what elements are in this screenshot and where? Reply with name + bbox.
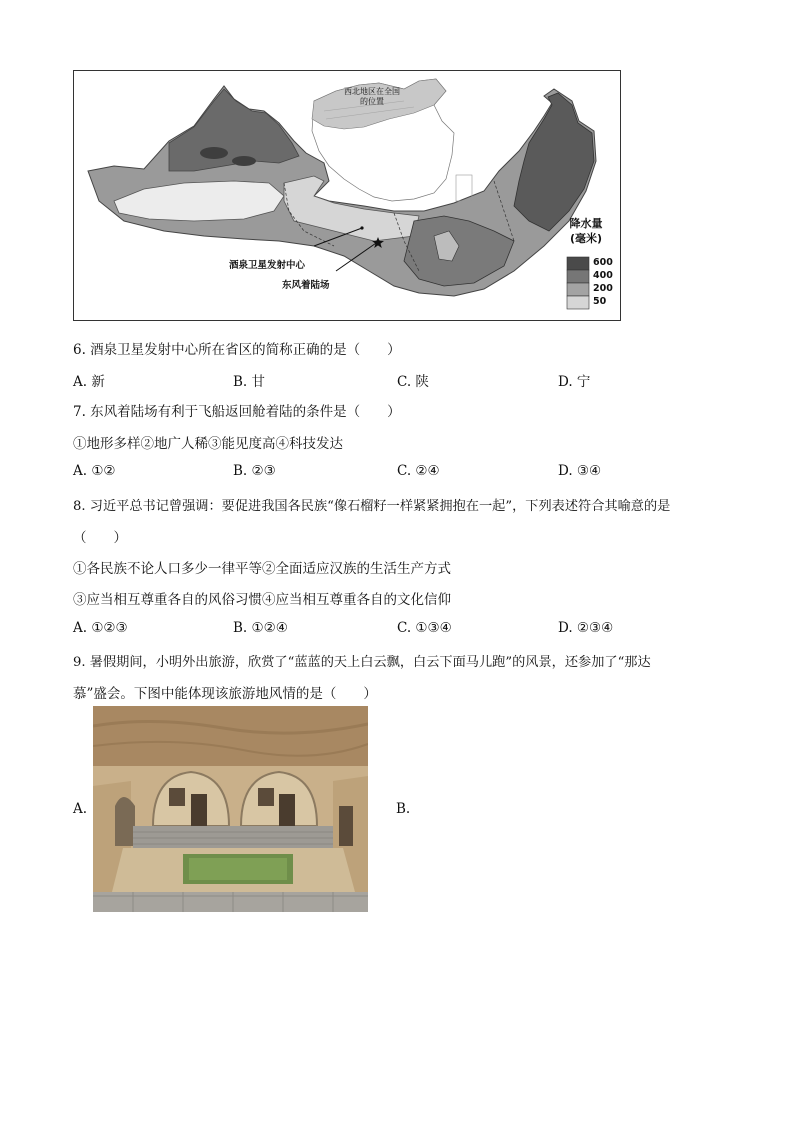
question-6-stem: 6. 酒泉卫星发射中心所在省区的简称正确的是（ ） <box>73 342 401 358</box>
q6-option-b: B. 甘 <box>233 374 266 390</box>
legend-unit: (毫米) <box>569 232 603 245</box>
legend-value: 50 <box>593 296 607 307</box>
q6-option-a: A. 新 <box>73 374 105 390</box>
northwest-china-map <box>74 71 620 320</box>
map-region-east-dark <box>514 93 594 231</box>
question-8-statement2: ③应当相互尊重各自的风俗习惯④应当相互尊重各自的文化信仰 <box>73 592 451 608</box>
legend-value: 200 <box>593 283 613 294</box>
legend-value: 600 <box>593 257 613 268</box>
precipitation-map-figure <box>73 70 621 321</box>
q8-option-b: B. ①②④ <box>233 620 288 636</box>
question-9-stem-line2: 慕”盛会。下图中能体现该旅游地风情的是（ ） <box>73 686 377 702</box>
question-8-statement1: ①各民族不论人口多少一律平等②全面适应汉族的生活生产方式 <box>73 561 451 577</box>
q8-option-d: D. ②③④ <box>558 620 614 636</box>
legend-value: 400 <box>593 270 613 281</box>
inset-map-label: 西北地区在全国的位置 <box>344 87 400 106</box>
q8-option-c: C. ①③④ <box>397 620 452 636</box>
question-8-stem-line1: 8. 习近平总书记曾强调：要促进我国各民族“像石榴籽一样紧紧拥抱在一起”，下列表述符合其喻意的是 <box>73 499 671 514</box>
q9-option-a: A. <box>73 801 88 817</box>
label-dongfeng: 东风着陆场 <box>282 280 330 291</box>
q6-option-c: C. 陕 <box>397 374 429 390</box>
cave-dwelling-photo <box>93 706 368 912</box>
label-jiuquan: 酒泉卫星发射中心 <box>229 260 306 271</box>
q6-option-d: D. 宁 <box>558 374 591 390</box>
legend-title: 降水量 <box>569 217 603 230</box>
q7-option-d: D. ③④ <box>558 463 602 479</box>
q9-option-b: B. <box>396 801 411 817</box>
q7-option-b: B. ②③ <box>233 463 276 479</box>
q8-option-a: A. ①②③ <box>73 620 128 636</box>
question-9-stem-line1: 9. 暑假期间，小明外出旅游，欣赏了“蓝蓝的天上白云飘，白云下面马儿跑”的风景，还参加了“那达 <box>73 655 651 670</box>
q7-option-c: C. ②④ <box>397 463 440 479</box>
question-7-statement: ①地形多样②地广人稀③能见度高④科技发达 <box>73 436 343 452</box>
question-7-stem: 7. 东风着陆场有利于飞船返回舱着陆的条件是（ ） <box>73 404 401 420</box>
question-8-stem-line2: （ ） <box>73 530 127 546</box>
q7-option-a: A. ①② <box>73 463 116 479</box>
